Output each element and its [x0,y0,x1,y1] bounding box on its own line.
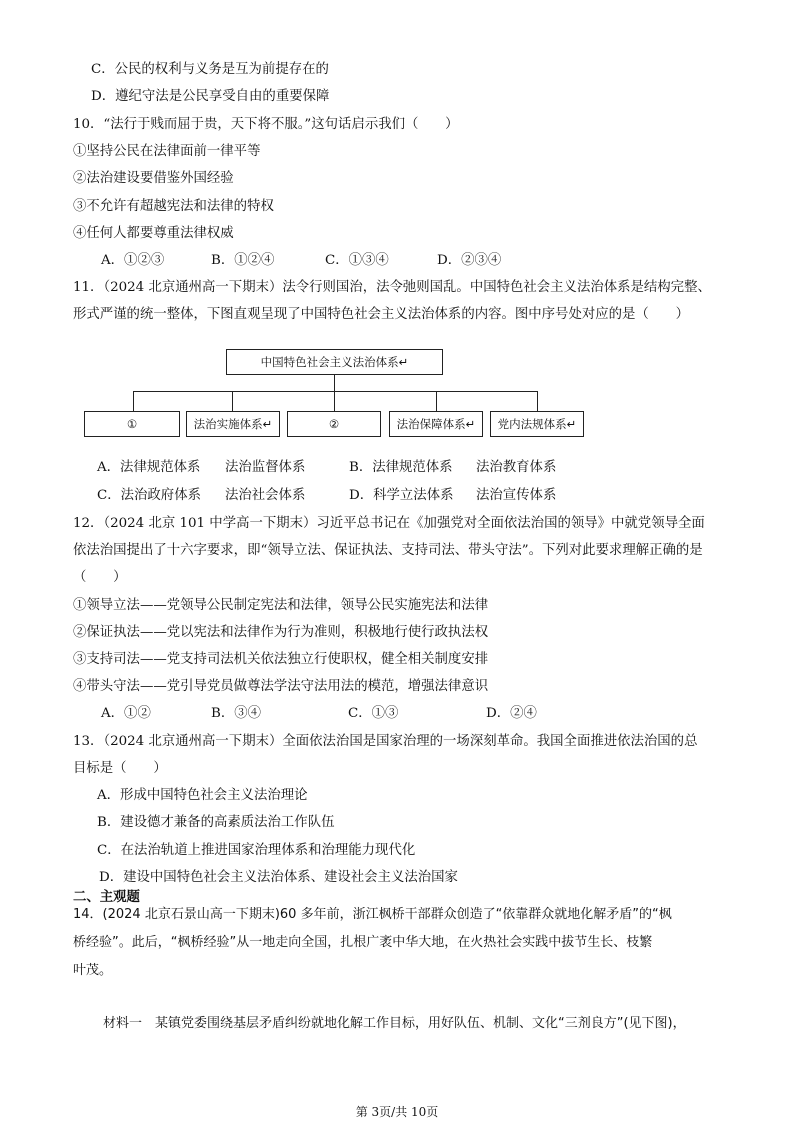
diagram-branch-1-line [133,391,134,411]
q11-option-b-1: B．法律规范体系 [349,460,453,475]
q10-option-b: B．①②④ [211,253,275,268]
q12-option-c: C．①③ [348,706,399,721]
q10-stem: 10．“法行于贱而屈于贵，天下将不服。”这句话启示我们（ ） [73,117,459,132]
diagram-root-box: 中国特色社会主义法治体系↵ [226,349,443,375]
diagram-branch-2-line [232,391,233,411]
q11-option-d-2: 法治宣传体系 [476,488,557,503]
diagram-branch-4-line [436,391,437,411]
q13-option-c: C．在法治轨道上推进国家治理体系和治理能力现代化 [97,843,416,858]
q14-line3: 叶茂。 [73,963,113,978]
q12-stem-line1: 12．（2024 北京 101 中学高一下期末）习近平总书记在《加强党对全面依法治国的领导》中就党领导全面 [73,516,705,531]
q10-item-1: ①坚持公民在法律面前一律平等 [73,144,261,159]
diagram-branch-3-line [334,391,335,411]
q12-option-d: D．②④ [486,706,537,721]
q12-item-3: ③支持司法——党支持司法机关依法独立行使职权，健全相关制度安排 [73,652,489,667]
q10-item-2: ②法治建设要借鉴外国经验 [73,171,234,186]
section-title: 二、主观题 [73,889,140,905]
q13-stem-line1: 13．（2024 北京通州高一下期末）全面依法治国是国家治理的一场深刻革命。我国全面推进依法治国的总 [73,734,698,749]
q12-option-a: A．①② [101,706,151,721]
q12-item-4: ④带头守法——党引导党员做尊法学法守法用法的模范，增强法律意识 [73,679,489,694]
q12-item-2: ②保证执法——党以宪法和法律作为行为准则，积极地行使行政执法权 [73,625,489,640]
q12-option-b: B．③④ [211,706,262,721]
q9-option-d: D．遵纪守法是公民享受自由的重要保障 [91,89,330,104]
q11-option-b-2: 法治教育体系 [476,460,557,475]
q14-line1: 14．(2024 北京石景山高一下期末)60 多年前，浙江枫桥干部群众创造了“依靠群众就地化解矛盾”的“枫 [73,907,672,922]
q13-stem-line2: 目标是（ ） [73,761,167,776]
diagram-child-4: 法治保障体系↵ [389,411,483,437]
diagram-child-5: 党内法规体系↵ [490,411,584,437]
q10-item-4: ④任何人都要尊重法律权威 [73,226,234,241]
diagram-child-1: ① [84,411,180,437]
q14-line2: 桥经验”。此后，“枫桥经验”从一地走向全国，扎根广袤中华大地，在火热社会实践中拔节生长、枝繁 [73,935,653,950]
q14-material-1: 材料一 某镇党委围绕基层矛盾纠纷就地化解工作目标，用好队伍、机制、文化“三剂良方”(见下图)， [103,1016,686,1031]
page-number: 第 3页/共 10页 [355,1105,439,1119]
q11-option-c-2: 法治社会体系 [225,488,306,503]
q13-option-b: B．建设德才兼备的高素质法治工作队伍 [97,815,335,830]
q12-stem-line2: 依法治国提出了十六字要求，即“领导立法、保证执法、支持司法、带头守法”。下列对此要求理解正确的是 [73,543,703,558]
q11-option-a-2: 法治监督体系 [225,460,306,475]
q11-stem-line1: 11．（2024 北京通州高一下期末）法令行则国治，法令弛则国乱。中国特色社会主义法治体系是结构完整、 [73,280,711,295]
q12-stem-line3: （ ） [73,570,127,585]
q9-option-c: C．公民的权利与义务是互为前提存在的 [91,62,329,77]
q10-option-d: D．②③④ [437,253,502,268]
q13-option-d: D．建设中国特色社会主义法治体系、建设社会主义法治国家 [99,870,458,885]
q11-option-a-1: A．法律规范体系 [97,460,201,475]
q10-option-c: C．①③④ [325,253,389,268]
q13-option-a: A．形成中国特色社会主义法治理论 [97,788,308,803]
q11-stem-line2: 形式严谨的统一整体，下图直观呈现了中国特色社会主义法治体系的内容。图中序号处对应的是（ ） [73,307,689,322]
q11-option-c-1: C．法治政府体系 [97,488,201,503]
q11-option-d-1: D．科学立法体系 [349,488,454,503]
q12-item-1: ①领导立法——党领导公民制定宪法和法律，领导公民实施宪法和法律 [73,598,489,613]
q10-item-3: ③不允许有超越宪法和法律的特权 [73,199,274,214]
diagram-branch-5-line [537,391,538,411]
diagram-child-2: 法治实施体系↵ [186,411,280,437]
diagram-child-3: ② [287,411,381,437]
diagram-branch-line [133,391,537,392]
diagram-trunk-line [334,375,335,391]
q10-option-a: A．①②③ [101,253,165,268]
